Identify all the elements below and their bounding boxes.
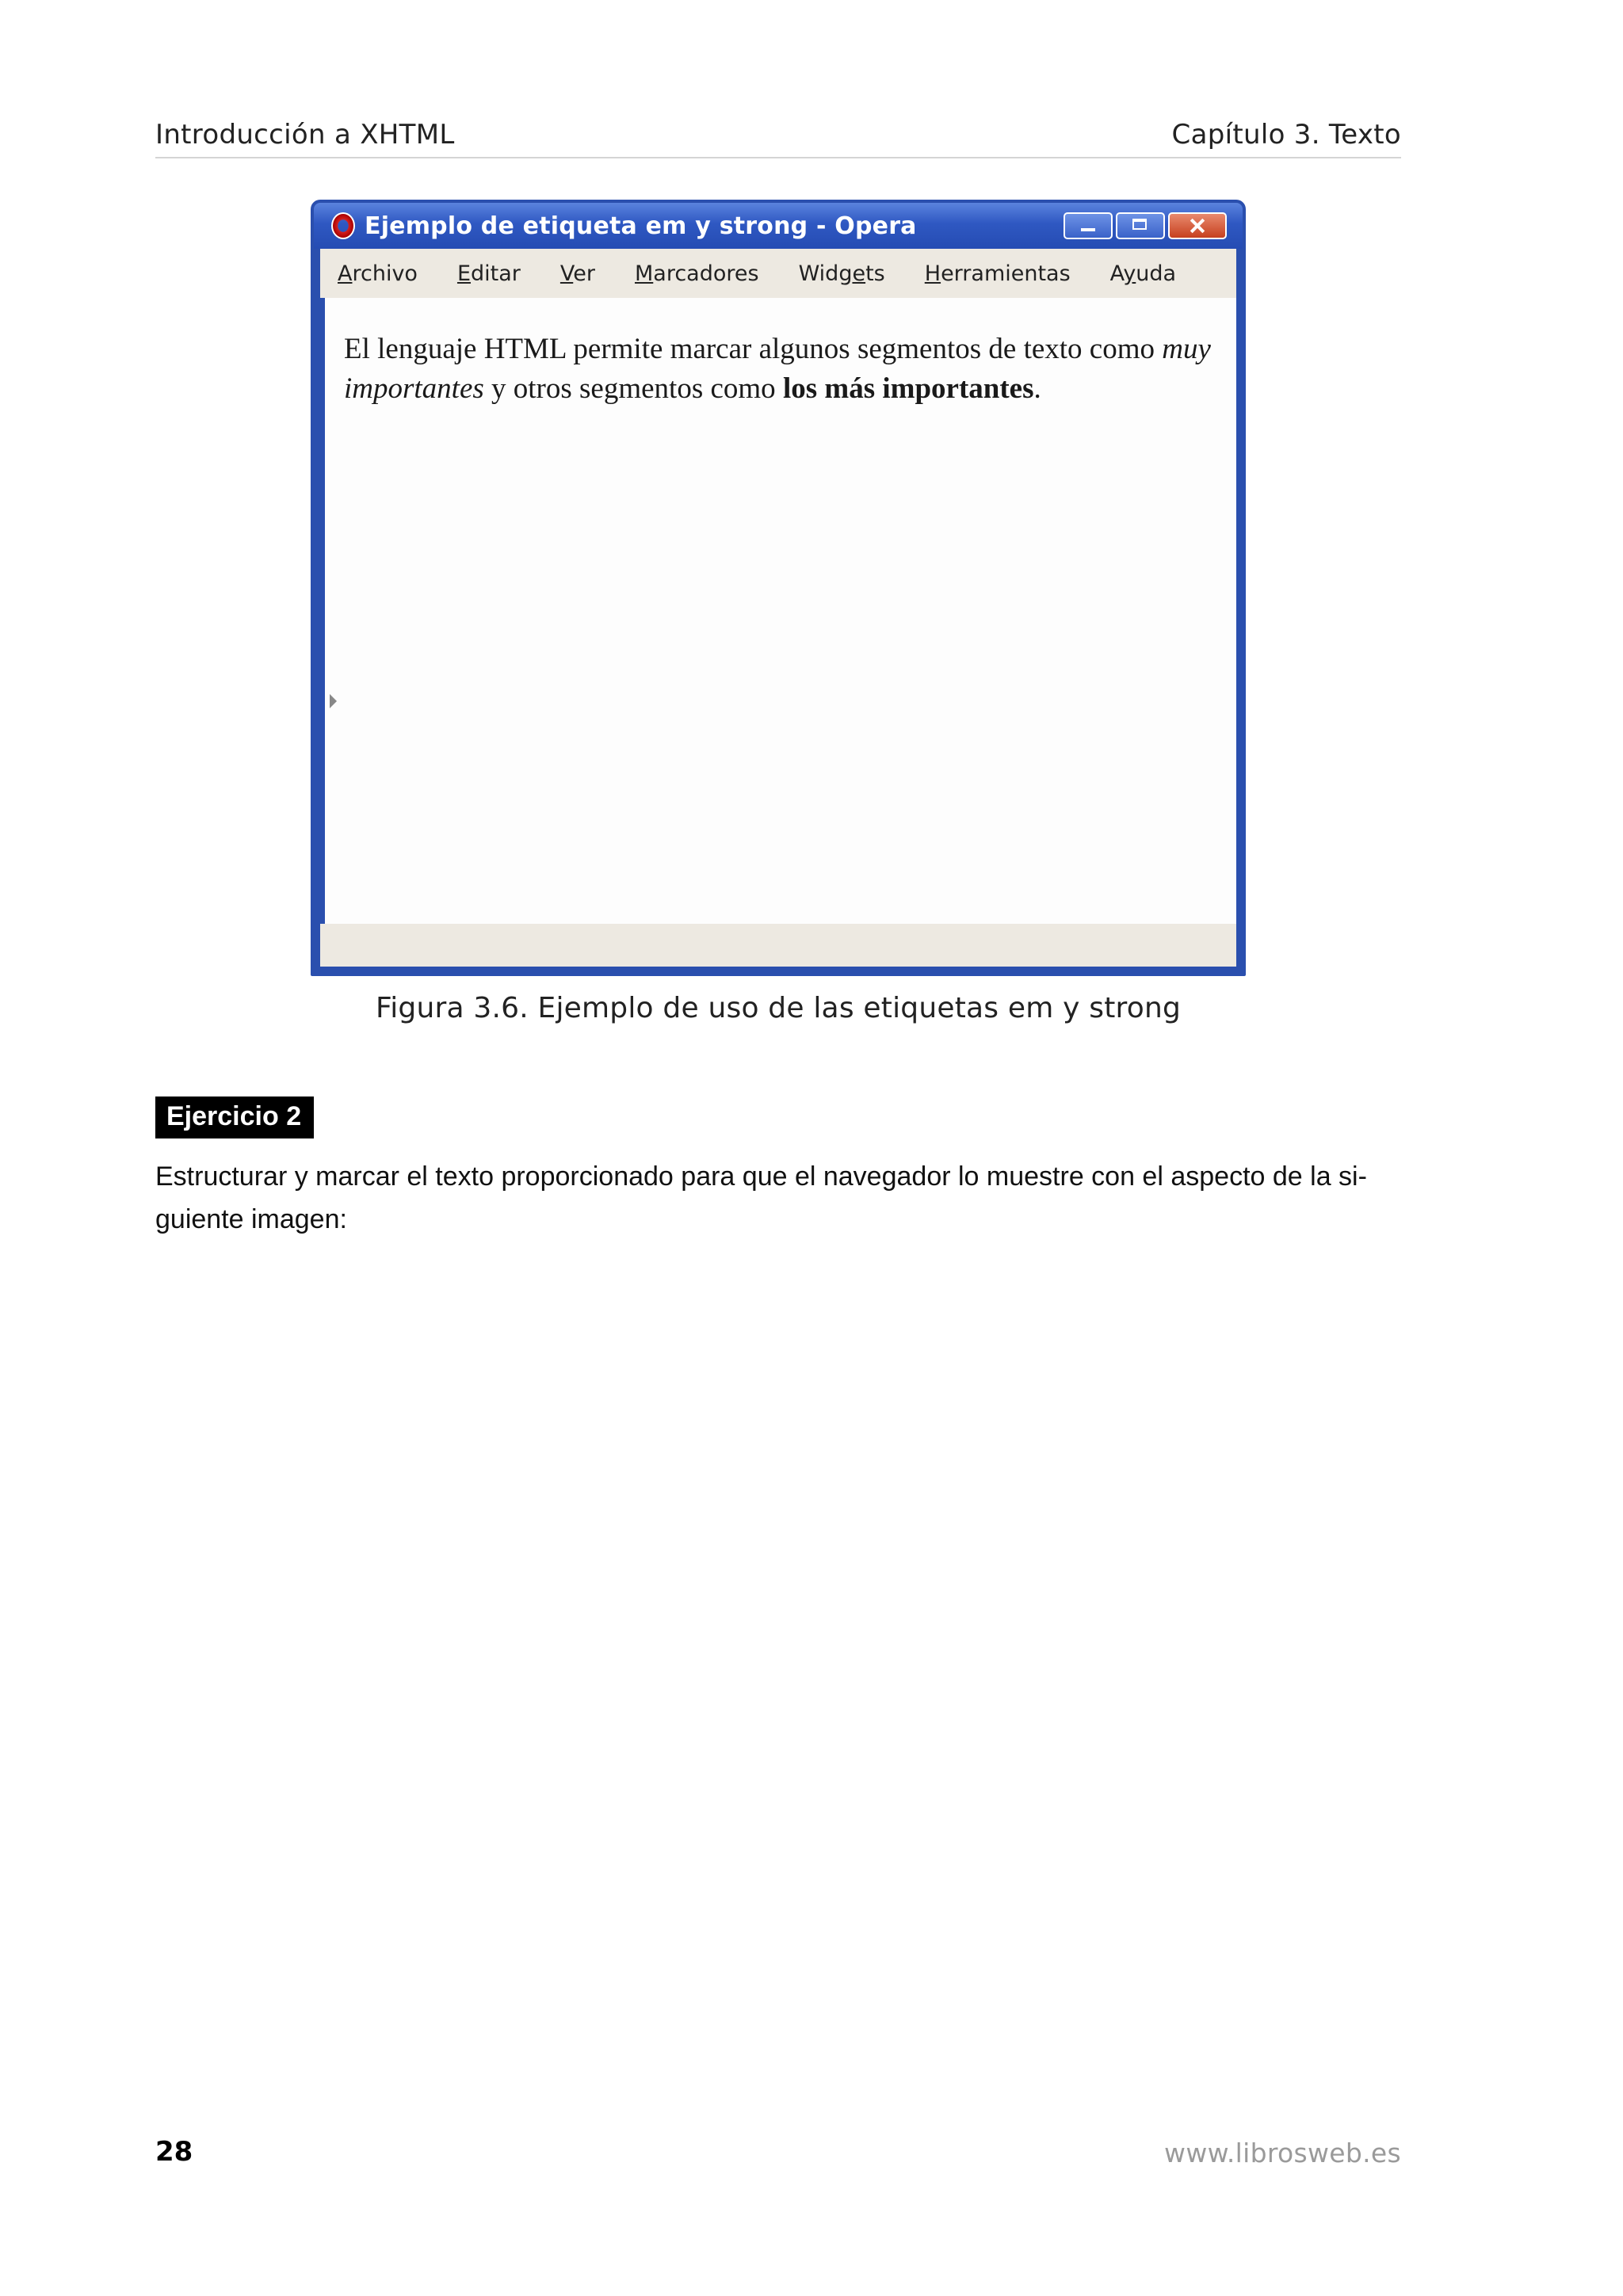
chapter-title: Capítulo 3. Texto bbox=[1171, 119, 1401, 151]
em-text: muy importantes bbox=[344, 333, 1211, 405]
close-icon[interactable] bbox=[1168, 212, 1227, 239]
panel-toggle-arrow-icon[interactable] bbox=[330, 694, 337, 708]
menu-ver[interactable]: Ver bbox=[559, 261, 595, 286]
menu-bar bbox=[320, 249, 1236, 298]
exercise-instructions: Estructurar y marcar el texto proporcionado para que el navegador lo muestre con el aspecto de la si-guiente imagen: bbox=[155, 1161, 1367, 1234]
menu-widgets[interactable]: Widgets bbox=[798, 261, 885, 286]
site-url: www.librosweb.es bbox=[1164, 2138, 1401, 2168]
book-title: Introducción a XHTML bbox=[155, 119, 455, 151]
menu-archivo[interactable]: Archivo bbox=[338, 261, 418, 286]
page-header bbox=[155, 119, 1401, 158]
status-bar bbox=[320, 924, 1236, 967]
page-content bbox=[325, 298, 1236, 924]
figure-caption: Figura 3.6. Ejemplo de uso de las etiquetas em y strong bbox=[375, 992, 1182, 1024]
exercise-badge: Ejercicio 2 bbox=[155, 1097, 314, 1138]
menu-ayuda[interactable]: Ayuda bbox=[1109, 261, 1177, 286]
opera-logo-icon bbox=[331, 212, 355, 239]
menu-herramientas[interactable]: Herramientas bbox=[924, 261, 1071, 286]
minimize-icon[interactable] bbox=[1064, 212, 1113, 239]
window-titlebar bbox=[314, 203, 1243, 249]
window-title: Ejemplo de etiqueta em y strong - Opera bbox=[365, 212, 917, 240]
window-controls bbox=[1064, 212, 1227, 239]
maximize-icon[interactable] bbox=[1116, 212, 1165, 239]
strong-text: los más importantes bbox=[782, 372, 1034, 405]
menu-editar[interactable]: Editar bbox=[456, 261, 521, 286]
browser-window-figure bbox=[311, 200, 1246, 976]
menu-marcadores[interactable]: Marcadores bbox=[634, 261, 759, 286]
page-number: 28 bbox=[155, 2136, 193, 2168]
example-paragraph: El lenguaje HTML permite marcar algunos segmentos de texto como muy importantes y otros segmentos como los más importantes. bbox=[344, 333, 1211, 405]
